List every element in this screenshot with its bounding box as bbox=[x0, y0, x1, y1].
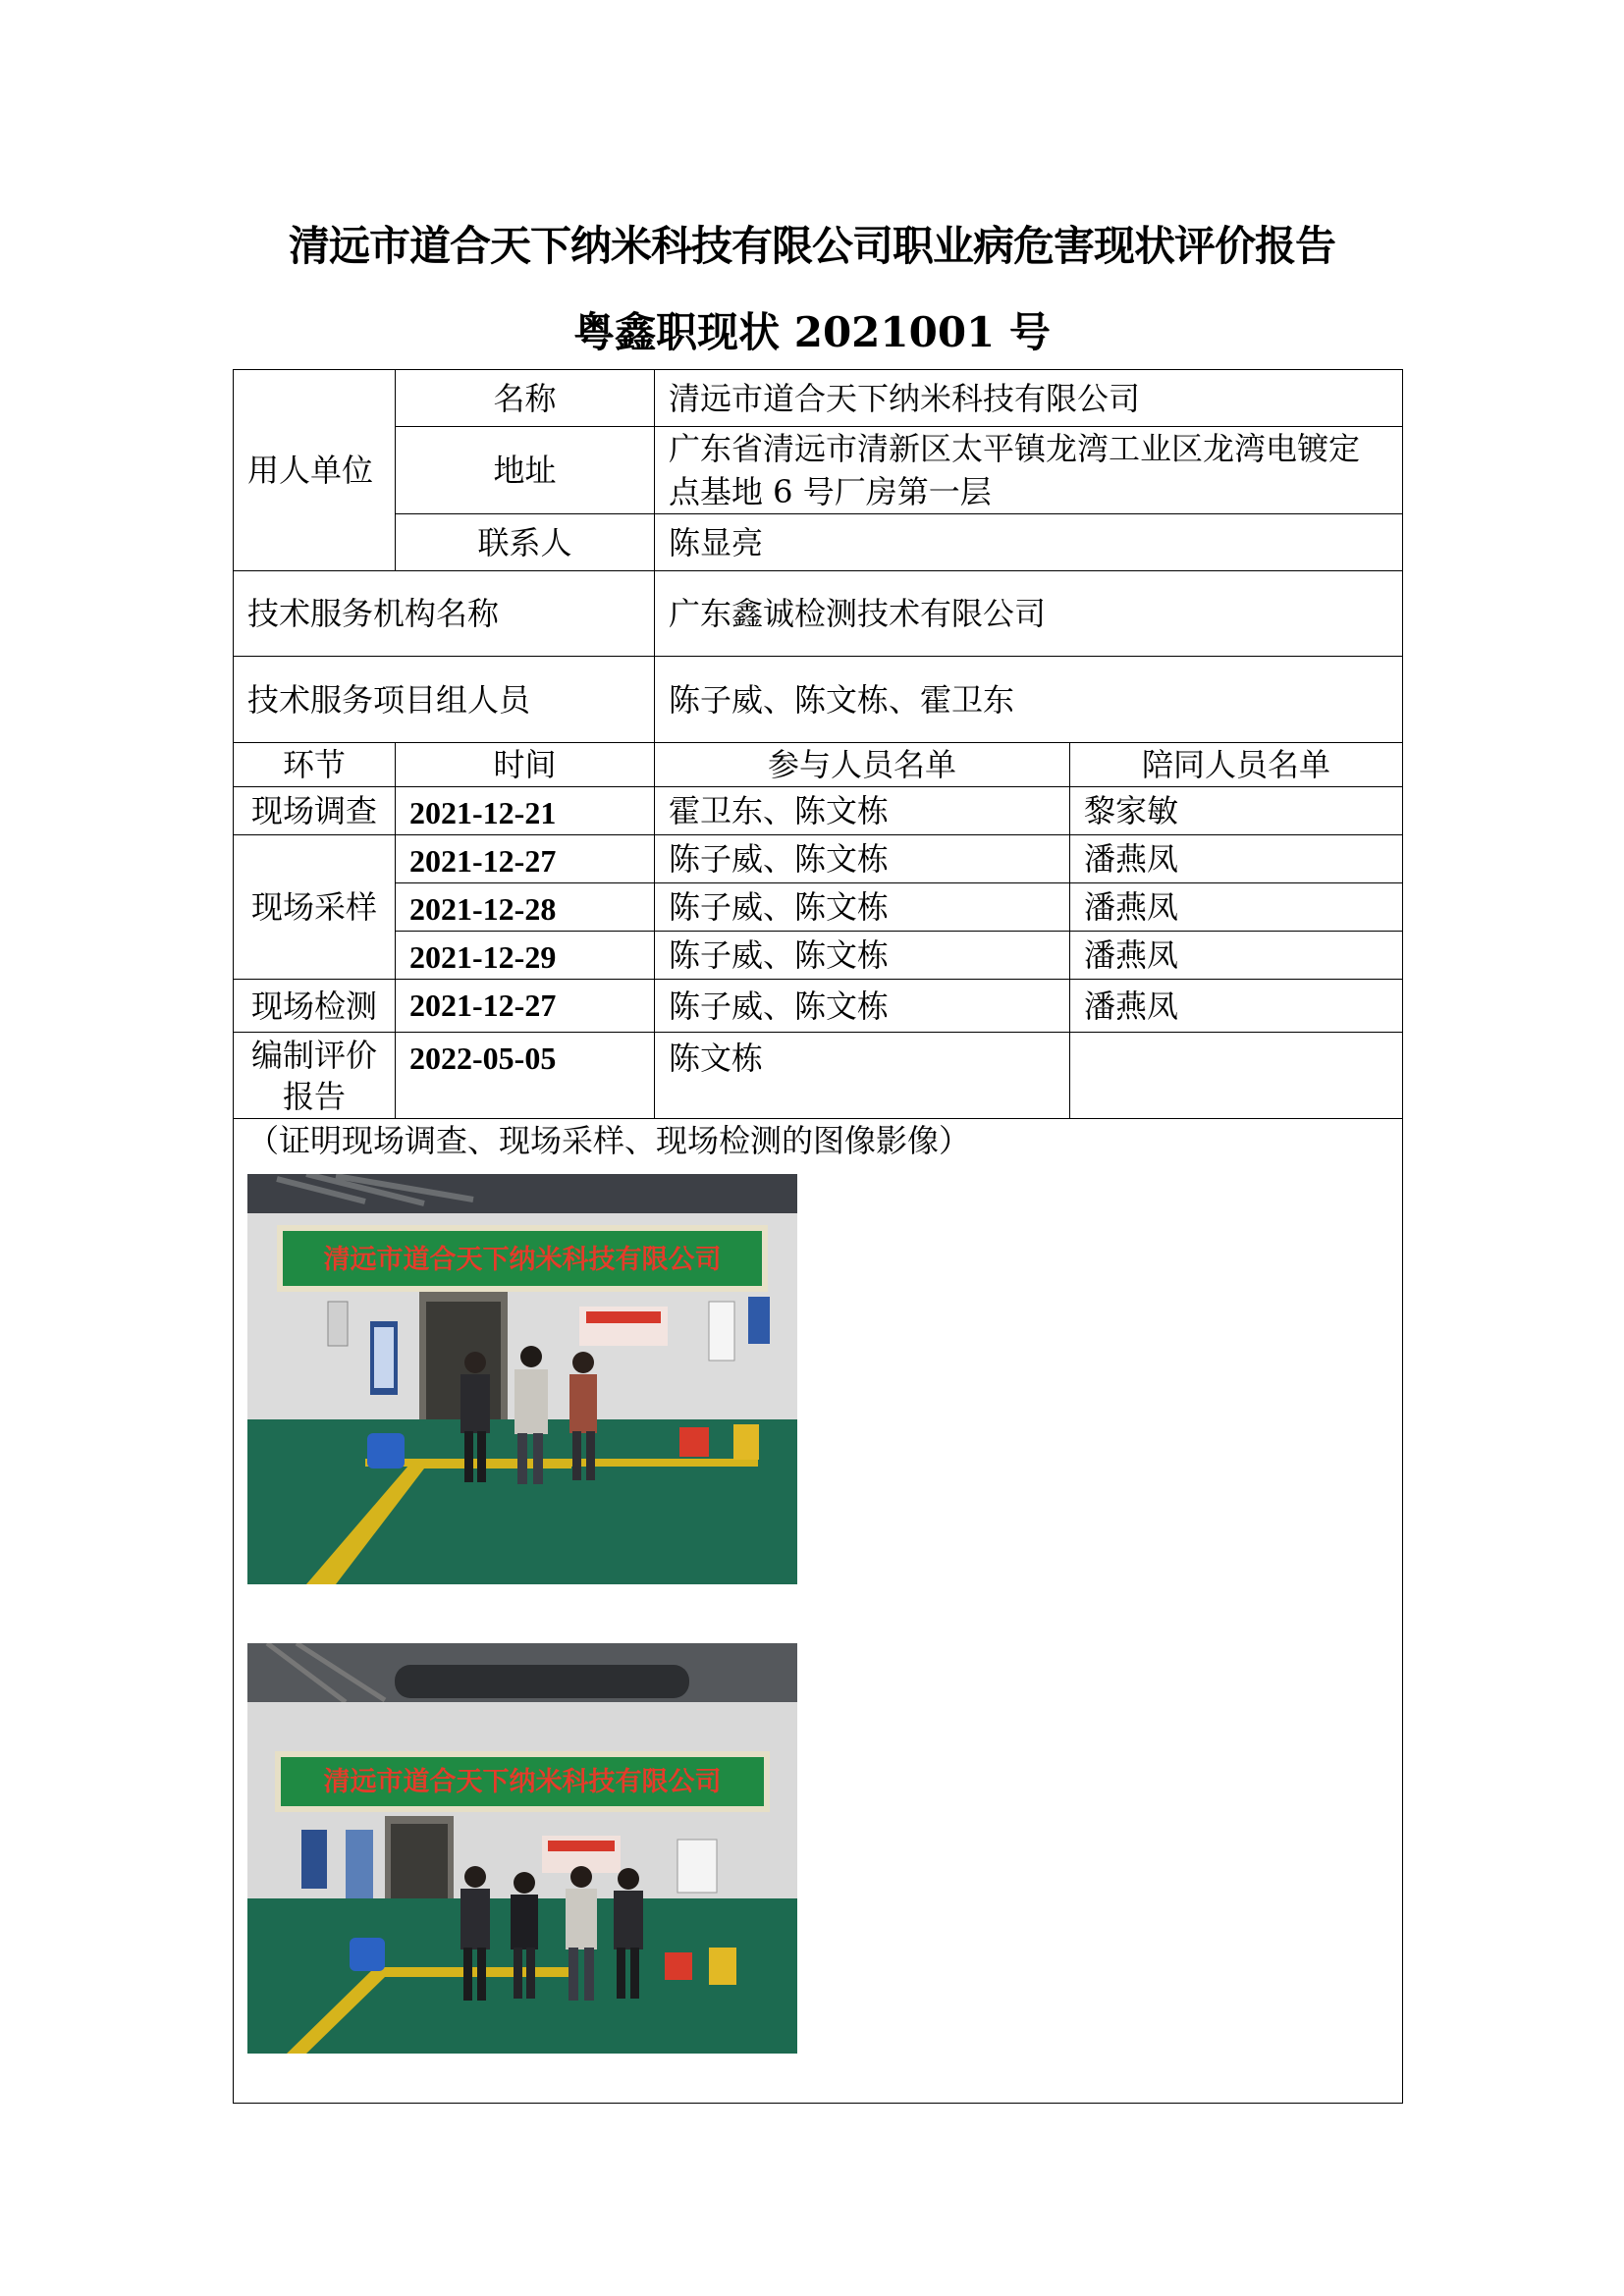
schedule-row bbox=[234, 883, 1403, 932]
schedule-escort: 潘燕凤 bbox=[1070, 883, 1403, 932]
schedule-date: 2022-05-05 bbox=[396, 1033, 655, 1119]
schedule-stage: 现场调查 bbox=[234, 787, 396, 835]
employer-name-value: 清远市道合天下纳米科技有限公司 bbox=[655, 370, 1403, 427]
schedule-date: 2021-12-27 bbox=[396, 980, 655, 1033]
service-org-label: 技术服务机构名称 bbox=[234, 571, 655, 657]
photo-cell bbox=[234, 1119, 1403, 2104]
schedule-participants: 陈子威、陈文栋 bbox=[655, 932, 1070, 980]
employer-address-value: 广东省清远市清新区太平镇龙湾工业区龙湾电镀定点基地 6 号厂房第一层 bbox=[655, 427, 1403, 514]
employer-contact-value: 陈显亮 bbox=[655, 514, 1403, 571]
schedule-participants: 陈文栋 bbox=[655, 1033, 1070, 1119]
schedule-escort: 潘燕凤 bbox=[1070, 932, 1403, 980]
employer-contact-label: 联系人 bbox=[396, 514, 655, 571]
schedule-header-date: 时间 bbox=[396, 743, 655, 787]
employer-contact-row bbox=[234, 514, 1403, 571]
employer-name-row bbox=[234, 370, 1403, 427]
factory-sign: 清远市道合天下纳米科技有限公司 bbox=[323, 1767, 722, 1797]
schedule-escort: 潘燕凤 bbox=[1070, 835, 1403, 883]
employer-address-row bbox=[234, 427, 1403, 514]
site-photo-2 bbox=[247, 1643, 797, 2054]
schedule-header-participants: 参与人员名单 bbox=[655, 743, 1070, 787]
project-team-label: 技术服务项目组人员 bbox=[234, 657, 655, 743]
document-title: 清远市道合天下纳米科技有限公司职业病危害现状评价报告 bbox=[288, 222, 1335, 270]
schedule-header-escort: 陪同人员名单 bbox=[1070, 743, 1403, 787]
schedule-stage: 现场检测 bbox=[234, 980, 396, 1033]
photo-row bbox=[234, 1119, 1403, 2104]
schedule-participants: 陈子威、陈文栋 bbox=[655, 980, 1070, 1033]
schedule-date: 2021-12-29 bbox=[396, 932, 655, 980]
schedule-date: 2021-12-28 bbox=[396, 883, 655, 932]
schedule-header-stage: 环节 bbox=[234, 743, 396, 787]
factory-sign: 清远市道合天下纳米科技有限公司 bbox=[323, 1245, 722, 1275]
photo-caption: （证明现场调查、现场采样、现场检测的图像影像） bbox=[247, 1122, 971, 1159]
schedule-participants: 陈子威、陈文栋 bbox=[655, 883, 1070, 932]
employer-label: 用人单位 bbox=[234, 370, 396, 571]
schedule-stage: 编制评价报告 bbox=[234, 1033, 396, 1119]
report-info-table bbox=[233, 369, 1403, 2104]
schedule-stage: 现场采样 bbox=[234, 835, 396, 980]
report-number: 粤鑫职现状 2021001 号 bbox=[573, 308, 1051, 356]
schedule-row bbox=[234, 932, 1403, 980]
schedule-participants: 陈子威、陈文栋 bbox=[655, 835, 1070, 883]
schedule-escort bbox=[1070, 1033, 1403, 1119]
schedule-row bbox=[234, 980, 1403, 1033]
employer-address-label: 地址 bbox=[396, 427, 655, 514]
site-photo-1 bbox=[247, 1174, 797, 1584]
schedule-row bbox=[234, 787, 1403, 835]
employer-name-label: 名称 bbox=[396, 370, 655, 427]
schedule-escort: 黎家敏 bbox=[1070, 787, 1403, 835]
schedule-date: 2021-12-27 bbox=[396, 835, 655, 883]
service-org-value: 广东鑫诚检测技术有限公司 bbox=[655, 571, 1403, 657]
service-org-row bbox=[234, 571, 1403, 657]
project-team-value: 陈子威、陈文栋、霍卫东 bbox=[655, 657, 1403, 743]
schedule-date: 2021-12-21 bbox=[396, 787, 655, 835]
schedule-row bbox=[234, 1033, 1403, 1119]
schedule-header-row bbox=[234, 743, 1403, 787]
schedule-escort: 潘燕凤 bbox=[1070, 980, 1403, 1033]
schedule-row bbox=[234, 835, 1403, 883]
schedule-participants: 霍卫东、陈文栋 bbox=[655, 787, 1070, 835]
project-team-row bbox=[234, 657, 1403, 743]
